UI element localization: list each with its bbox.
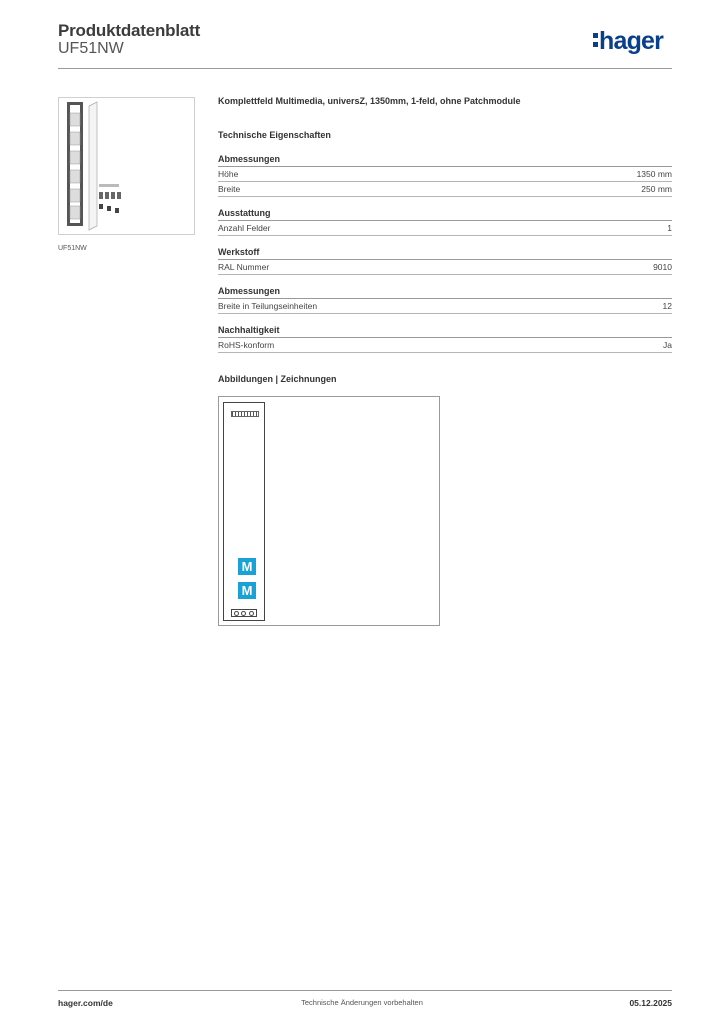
product-details: [218, 96, 672, 384]
footer-divider: [58, 990, 672, 991]
spec-group-title: Ausstattung: [218, 208, 672, 221]
spec-label: Breite: [218, 184, 241, 194]
terminal-strip-icon: [231, 411, 259, 417]
socket-strip-icon: [231, 609, 257, 617]
spec-label: Breite in Teilungseinheiten: [218, 301, 318, 311]
spec-row: [218, 260, 672, 275]
spec-group-material: [218, 247, 672, 275]
multimedia-badge: M: [238, 582, 256, 599]
spec-row: [218, 221, 672, 236]
footer-website: hager.com/de: [58, 998, 113, 1008]
technical-heading: Technische Eigenschaften: [218, 130, 331, 140]
spec-group-title: Abmessungen: [218, 154, 672, 167]
spec-group-dimensions: [218, 154, 672, 197]
spec-value: 1: [667, 223, 672, 233]
spec-value: Ja: [663, 340, 672, 350]
hager-logo: [593, 27, 663, 56]
footer-notice: Technische Änderungen vorbehalten: [301, 998, 423, 1007]
spec-label: Anzahl Felder: [218, 223, 271, 233]
header-divider: [58, 68, 672, 69]
figures-heading: Abbildungen | Zeichnungen: [218, 374, 337, 384]
spec-value: 250 mm: [641, 184, 672, 194]
spec-value: 9010: [653, 262, 672, 272]
panel-outline: [223, 402, 265, 621]
spec-row: [218, 167, 672, 182]
product-illustration: [59, 98, 194, 234]
image-caption: UF51NW: [58, 245, 87, 252]
spec-row: [218, 338, 672, 353]
spec-row: [218, 299, 672, 314]
page-title: Produktdatenblatt: [58, 21, 201, 40]
logo-dots-icon: [593, 33, 598, 47]
spec-group-title: Nachhaltigkeit: [218, 325, 672, 338]
spec-label: RoHS-konform: [218, 340, 275, 350]
spec-group-equipment: [218, 208, 672, 236]
spec-label: Höhe: [218, 169, 239, 179]
multimedia-badge: M: [238, 558, 256, 575]
product-description: Komplettfeld Multimedia, universZ, 1350mm, 1-feld, ohne Patchmodule: [218, 96, 521, 106]
footer-date: 05.12.2025: [629, 998, 672, 1008]
spec-group-dimensions-units: [218, 286, 672, 314]
spec-value: 12: [662, 301, 672, 311]
product-image: [58, 97, 195, 235]
spec-row: [218, 182, 672, 197]
technical-drawing: [218, 396, 440, 626]
logo-text: hager: [599, 27, 664, 55]
spec-group-sustainability: [218, 325, 672, 353]
product-code: UF51NW: [58, 40, 124, 57]
spec-group-title: Abmessungen: [218, 286, 672, 299]
spec-value: 1350 mm: [636, 169, 672, 179]
spec-group-title: Werkstoff: [218, 247, 672, 260]
spec-label: RAL Nummer: [218, 262, 270, 272]
